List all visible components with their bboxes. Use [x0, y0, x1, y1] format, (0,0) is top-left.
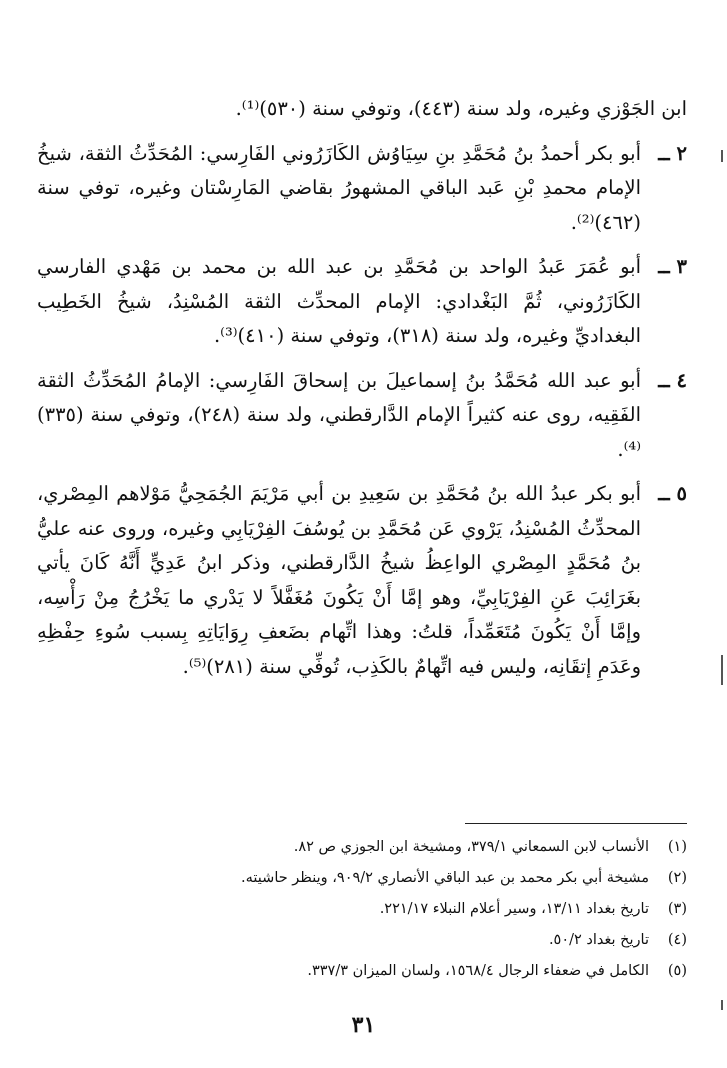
footnotes — [37, 832, 687, 987]
entry-number: ٥ ــ — [658, 482, 687, 505]
footnote-2 — [37, 863, 687, 894]
biography-entry-2 — [37, 137, 687, 241]
footnote-divider — [465, 823, 687, 824]
entry-number: ٣ ــ — [658, 255, 687, 278]
footnote-3 — [37, 894, 687, 925]
entry-text: أبو بكر عبدُ الله بنُ مُحَمَّدِ بن سَعِيدِ بن أبي مَرْيَمَ الجُمَحِيُّ مَوْلاهم المِصْري، المحدِّثُ المُسْنِدُ، يَرْوي عَن مُحَمَّدِ بن يُوسُفَ الفِرْيَابِي وغيره، وروى عنه عليُّ بنُ مُحَمَّدٍ المِصْري الواعِظُ شيخُ الدَّارقطني، وذكر ابنُ عَدِيٍّ أَنَّهُ كَانَ يأتي بغَرَائِبَ عَنِ الفِرْيَابِيِّ، وهو إمَّا أَنْ يَكُونَ مُغَفَّلاً لا يَدْري ما يَخْرُجُ مِنْ رَأْسِه، وإمَّا أَنْ يَكُونَ مُتَعَمِّداً، قلتُ: وهذا اتِّهام بضَعفِ رِوَايَاتِهِ بِسبب سُوءِ حِفْظِهِ وعَدَمِ إتقَانِه، وليس فيه اتِّهامٌ بالكَذِب، تُوفِّي سنة (٢٨١)⁽⁵⁾. — [37, 482, 641, 678]
footnote-text: الكامل في ضعفاء الرجال ١٥٦٨/٤، ولسان الميزان ٣٣٧/٣. — [307, 963, 649, 979]
footnote-text: الأنساب لابن السمعاني ٣٧٩/١، ومشيخة ابن الجوزي ص ٨٢. — [293, 839, 649, 855]
entry-text: أبو عبد الله مُحَمَّدُ بنُ إسماعيلَ بن إسحاقَ الفَارِسي: الإمامُ المُحَدِّثُ الثقة الفَقِيه، روى عنه كثيراً الإمام الدَّارقطني، ولد سنة (٢٤٨)، وتوفي سنة (٣٣٥)⁽⁴⁾. — [37, 368, 641, 461]
footnote-text: تاريخ بغداد ٥٠/٢. — [548, 932, 649, 948]
biography-entry-4 — [37, 364, 687, 468]
footnote-number: (٥) — [667, 963, 687, 979]
footnote-5 — [37, 956, 687, 987]
footnote-number: (٢) — [667, 870, 687, 886]
entry-number: ٤ ــ — [658, 368, 687, 392]
footnote-text: مشيخة أبي بكر محمد بن عبد الباقي الأنصاري ٩٠٩/٢، وينظر حاشيته. — [241, 870, 649, 886]
footnote-number: (٤) — [667, 932, 687, 948]
entry-text: أبو بكر أحمدُ بنُ مُحَمَّدِ بنِ سِيَاوُش الكَازَرُوني الفَارِسي: المُحَدِّثُ الثقة، شيخُ الإمام محمدِ بْنِ عَبد الباقي المشهورُ بقاضي المَارِسْتان وغيره، توفي سنة (٤٦٢)⁽²⁾. — [37, 141, 641, 234]
continuation-paragraph: ابن الجَوْزي وغيره، ولد سنة (٤٤٣)، وتوفي سنة (٥٣٠)⁽¹⁾. — [235, 97, 687, 120]
biography-entry-5 — [37, 477, 687, 684]
footnote-number: (٣) — [667, 901, 687, 917]
main-text — [37, 92, 687, 684]
footnote-text: تاريخ بغداد ١٣/١١، وسير أعلام النبلاء ٢٢١/١٧. — [379, 901, 649, 917]
footnote-1 — [37, 832, 687, 863]
biography-entry-3 — [37, 250, 687, 354]
scan-edge-mark — [721, 150, 723, 162]
scan-edge-mark — [721, 1000, 723, 1010]
footnote-number: (١) — [667, 839, 687, 855]
entry-text: أبو عُمَرَ عَبدُ الواحد بن مُحَمَّدِ بن عبد الله بن محمد بن مَهْدي الفارسي الكَازَرُوني، ثُمَّ البَغْدادي: الإمام المحدِّث الثقة المُسْنِدُ، شيخُ الخَطِيب البغداديِّ وغيره، ولد سنة (٣١٨)، وتوفي سنة (٤١٠)⁽³⁾. — [37, 255, 641, 347]
scan-edge-mark — [721, 655, 723, 685]
entry-number: ٢ ــ — [658, 141, 687, 165]
footnote-4 — [37, 925, 687, 956]
page-number: ٣١ — [351, 1012, 376, 1038]
